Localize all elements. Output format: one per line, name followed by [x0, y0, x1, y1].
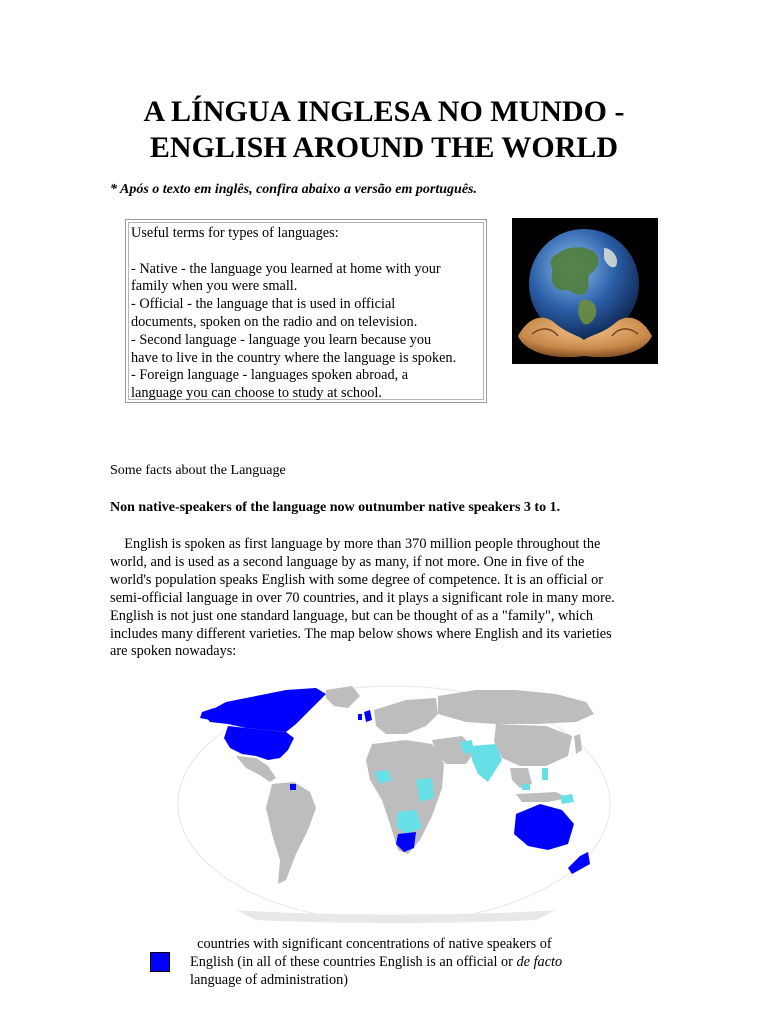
terms-line: have to live in the country where the language is spoken. — [131, 349, 457, 366]
world-map — [176, 684, 612, 924]
terms-line: - Second language - language you learn because you — [131, 331, 432, 348]
terms-line: - Native - the language you learned at home with your — [131, 260, 441, 277]
legend-line-1 — [190, 935, 610, 953]
bold-fact: Non native-speakers of the language now outnumber native speakers 3 to 1. — [110, 500, 561, 515]
map-russia — [438, 690, 594, 724]
terms-line: documents, spoken on the radio and on television. — [131, 313, 418, 330]
paragraph-line: includes many different varieties. The map below shows where English and its varieties — [110, 625, 612, 642]
terms-line: language you can choose to study at school. — [131, 385, 382, 402]
facts-heading: Some facts about the Language — [110, 463, 286, 478]
map-guyana — [290, 784, 296, 790]
map-ireland — [358, 714, 362, 720]
paragraph-line: English is not just one standard language, but can be thought of as a "family", which — [110, 607, 593, 624]
legend-text-2: English (in all of these countries English is an official or — [190, 954, 517, 970]
paragraph-line: world, and is used as a second language by as many, if not more. One in five of the — [110, 553, 585, 570]
terms-spacer — [131, 243, 481, 261]
title-line-1: A LÍNGUA INGLESA NO MUNDO - — [143, 95, 625, 128]
legend-italic-de-facto: de facto — [516, 954, 563, 970]
intro-note: * Após o texto em inglês, confira abaixo a versão em português. — [110, 182, 477, 197]
map-malaysia — [522, 784, 530, 790]
globe-in-hands-icon — [512, 218, 658, 364]
page-title — [0, 94, 768, 166]
legend-text — [190, 935, 610, 989]
title-line-2: ENGLISH AROUND THE WORLD — [149, 131, 619, 164]
globe-illustration — [512, 218, 658, 364]
body-paragraph — [110, 536, 670, 661]
terms-line: family when you were small. — [131, 278, 298, 295]
legend-line-3: language of administration) — [190, 972, 349, 988]
world-map-svg — [176, 684, 612, 924]
legend-swatch-native-speakers — [150, 952, 170, 972]
terms-line: - Foreign language - languages spoken abroad, a — [131, 367, 409, 384]
terms-heading: Useful terms for types of languages: — [131, 225, 339, 241]
terms-box — [125, 219, 487, 403]
terms-line: - Official - the language that is used in official — [131, 296, 396, 313]
paragraph-line: are spoken nowadays: — [110, 643, 237, 660]
map-philippines — [542, 768, 548, 780]
paragraph-line: semi-official language in over 70 countries, and it plays a significant role in many more. — [110, 589, 615, 606]
paragraph-line: world's population speaks English with some degree of competence. It is an official or — [110, 571, 604, 588]
legend-text-1: countries with significant concentrations of native speakers of — [197, 936, 552, 952]
paragraph-line: English is spoken as first language by more than 370 million people throughout the — [110, 536, 601, 552]
legend-line-2 — [190, 953, 610, 971]
